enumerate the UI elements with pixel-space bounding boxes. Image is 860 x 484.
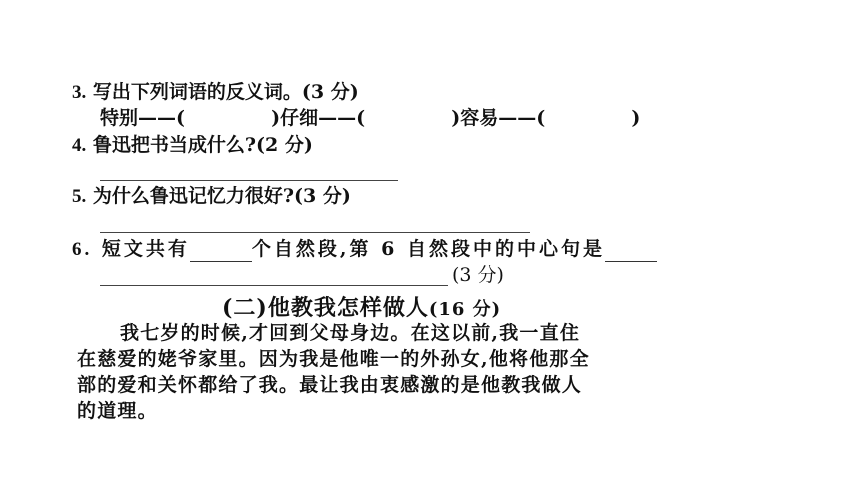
- section-heading: (二)他教我怎样做人: [222, 295, 429, 321]
- question-5: [72, 184, 351, 209]
- question-number: 6.: [72, 239, 93, 260]
- antonym-pairs-line: [100, 106, 640, 130]
- question-6-score: (3 分): [452, 264, 504, 286]
- central-sentence-blank[interactable]: [605, 243, 657, 262]
- passage-line-4: 的道理。: [77, 400, 158, 422]
- answer-line-q6[interactable]: [100, 285, 448, 286]
- question-4: [72, 133, 313, 158]
- question-text-part2: 个自然段,第 6 自然段中的中心句是: [251, 238, 605, 260]
- question-number: 3.: [72, 82, 87, 103]
- question-number: 5.: [72, 186, 87, 207]
- question-text-part1: 短文共有: [101, 238, 190, 260]
- paragraph-count-blank[interactable]: [190, 243, 252, 262]
- question-text: 写出下列词语的反义词。(3 分): [92, 81, 359, 103]
- question-text: 为什么鲁迅记忆力很好?(3 分): [92, 185, 351, 207]
- passage-line-2: 在慈爱的姥爷家里。因为我是他唯一的外孙女,他将他那全: [77, 348, 590, 370]
- section-title: [222, 291, 501, 322]
- section-score: (16 分): [428, 299, 502, 320]
- answer-line-q5[interactable]: [100, 232, 530, 233]
- answer-line-q4[interactable]: [100, 180, 398, 181]
- passage-line-1: 我七岁的时候,才回到父母身边。在这以前,我一直住: [120, 322, 581, 344]
- question-number: 4.: [72, 135, 87, 156]
- passage-line-3: 部的爱和关怀都给了我。最让我由衷感激的是他教我做人: [77, 374, 583, 396]
- question-text: 鲁迅把书当成什么?(2 分): [92, 134, 313, 156]
- antonym-pairs: 特别——( )仔细——( )容易——( ): [100, 107, 641, 129]
- question-3: [72, 80, 359, 105]
- question-6: [72, 237, 657, 262]
